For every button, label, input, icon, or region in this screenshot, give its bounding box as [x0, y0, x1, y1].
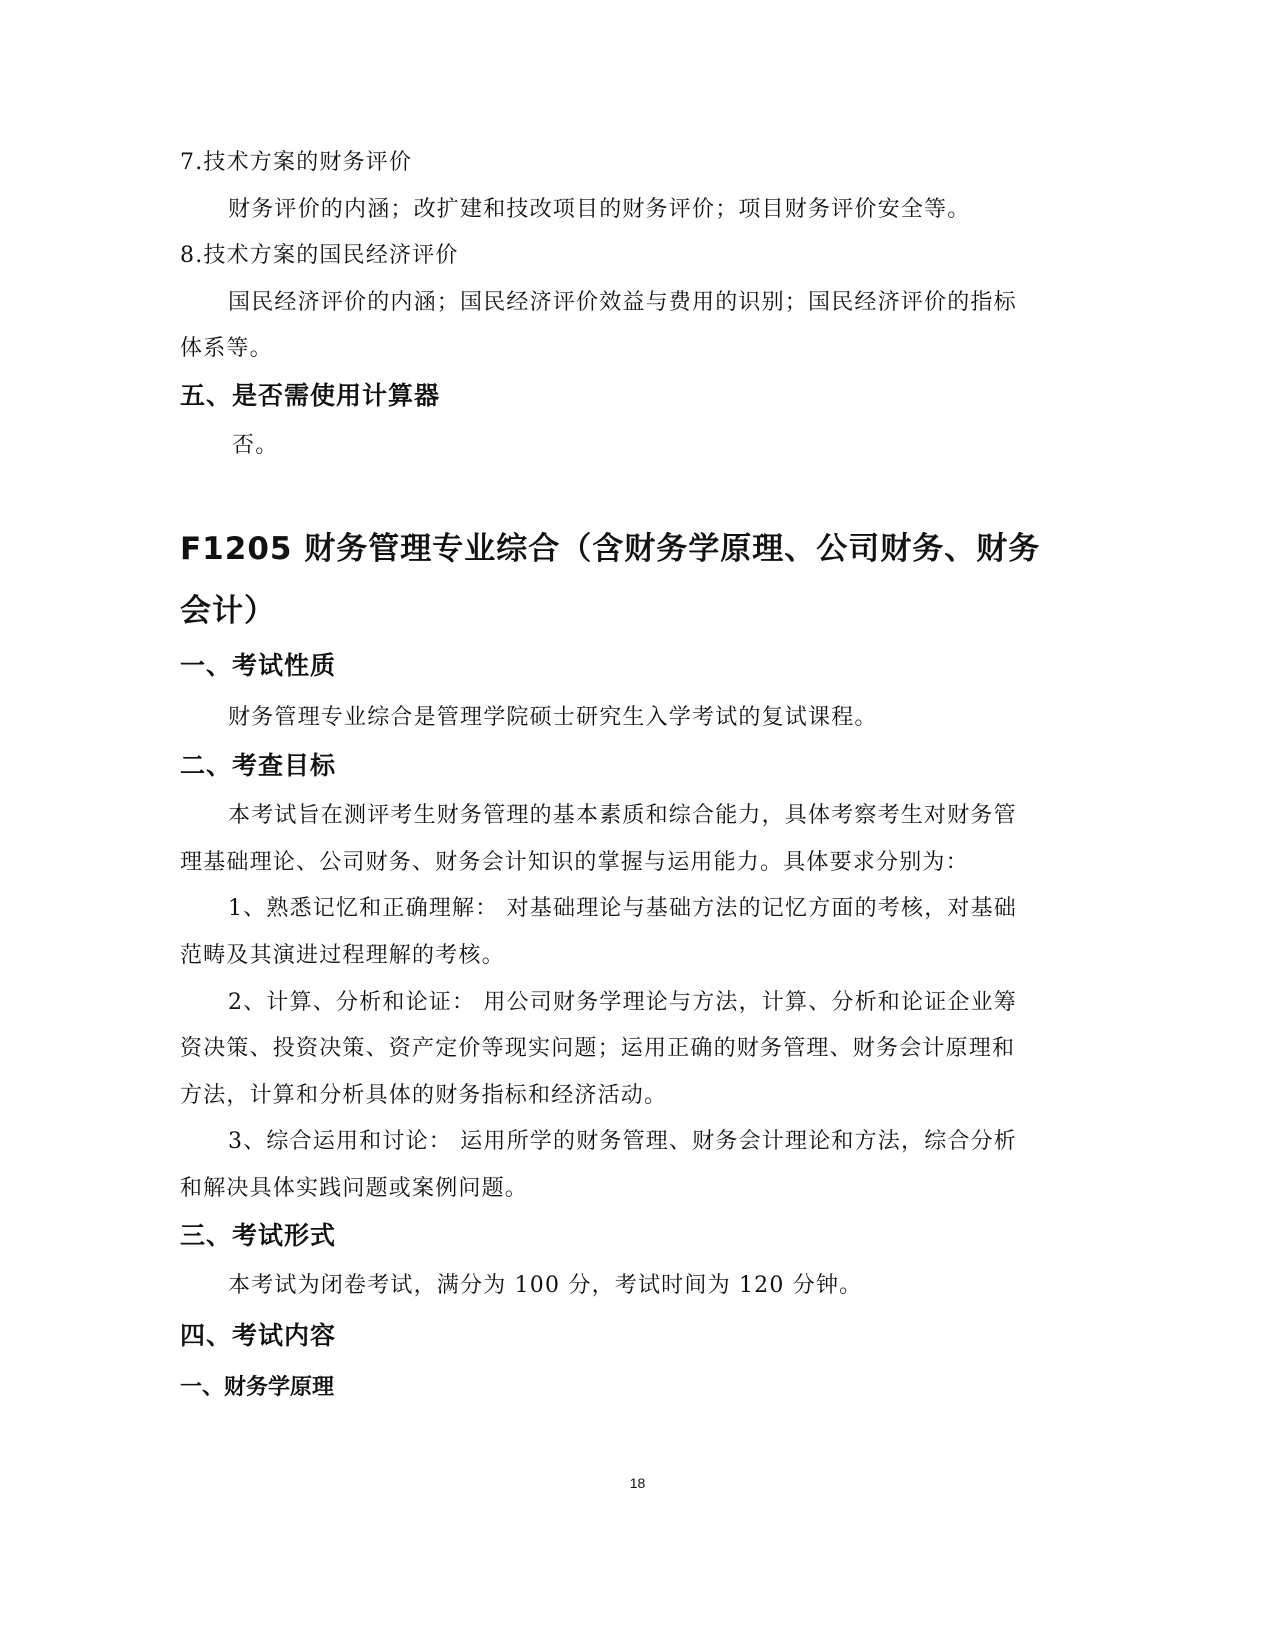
paragraph-line: 2、计算、分析和论证： 用公司财务学理论与方法，计算、分析和论证企业筹	[228, 990, 1017, 1015]
paragraph-line: 财务管理专业综合是管理学院硕士研究生入学考试的复试课程。	[228, 705, 878, 730]
paragraph-line: 方法，计算和分析具体的财务指标和经济活动。	[180, 1083, 668, 1108]
document-title: 会计）	[180, 593, 276, 629]
paragraph-line: 3、综合运用和讨论： 运用所学的财务管理、财务会计理论和方法，综合分析	[228, 1129, 1017, 1154]
paragraph-line: 体系等。	[180, 336, 273, 361]
section-heading: 二、考查目标	[180, 751, 337, 780]
subsection-heading: 一、财务学原理	[180, 1375, 335, 1400]
paragraph-line: 本考试为闭卷考试，满分为 100 分，考试时间为 120 分钟。	[228, 1273, 863, 1298]
section-heading: 三、考试形式	[180, 1221, 337, 1250]
page-number: 18	[629, 1475, 646, 1491]
section-heading: 五、是否需使用计算器	[180, 381, 441, 410]
paragraph-line: 资决策、投资决策、资产定价等现实问题；运用正确的财务管理、财务会计原理和	[180, 1036, 1016, 1061]
paragraph-line: 和解决具体实践问题或案例问题。	[180, 1176, 529, 1201]
paragraph-line: 国民经济评价的内涵；国民经济评价效益与费用的识别；国民经济评价的指标	[228, 290, 1017, 315]
paragraph-line: 8.技术方案的国民经济评价	[180, 243, 459, 268]
section-heading: 四、考试内容	[180, 1321, 337, 1350]
document-title: F1205 财务管理专业综合（含财务学原理、公司财务、财务	[180, 531, 1041, 567]
paragraph-line: 范畴及其演进过程理解的考核。	[180, 943, 505, 968]
paragraph-line: 7.技术方案的财务评价	[180, 150, 413, 175]
section-heading: 一、考试性质	[180, 651, 337, 680]
paragraph-line: 否。	[232, 433, 279, 458]
paragraph-line: 1、熟悉记忆和正确理解： 对基础理论与基础方法的记忆方面的考核，对基础	[228, 896, 1017, 921]
paragraph-line: 本考试旨在测评考生财务管理的基本素质和综合能力，具体考察考生对财务管	[228, 803, 1017, 828]
paragraph-line: 理基础理论、公司财务、财务会计知识的掌握与运用能力。具体要求分别为：	[180, 850, 969, 875]
paragraph-line: 财务评价的内涵；改扩建和技改项目的财务评价；项目财务评价安全等。	[228, 197, 971, 222]
